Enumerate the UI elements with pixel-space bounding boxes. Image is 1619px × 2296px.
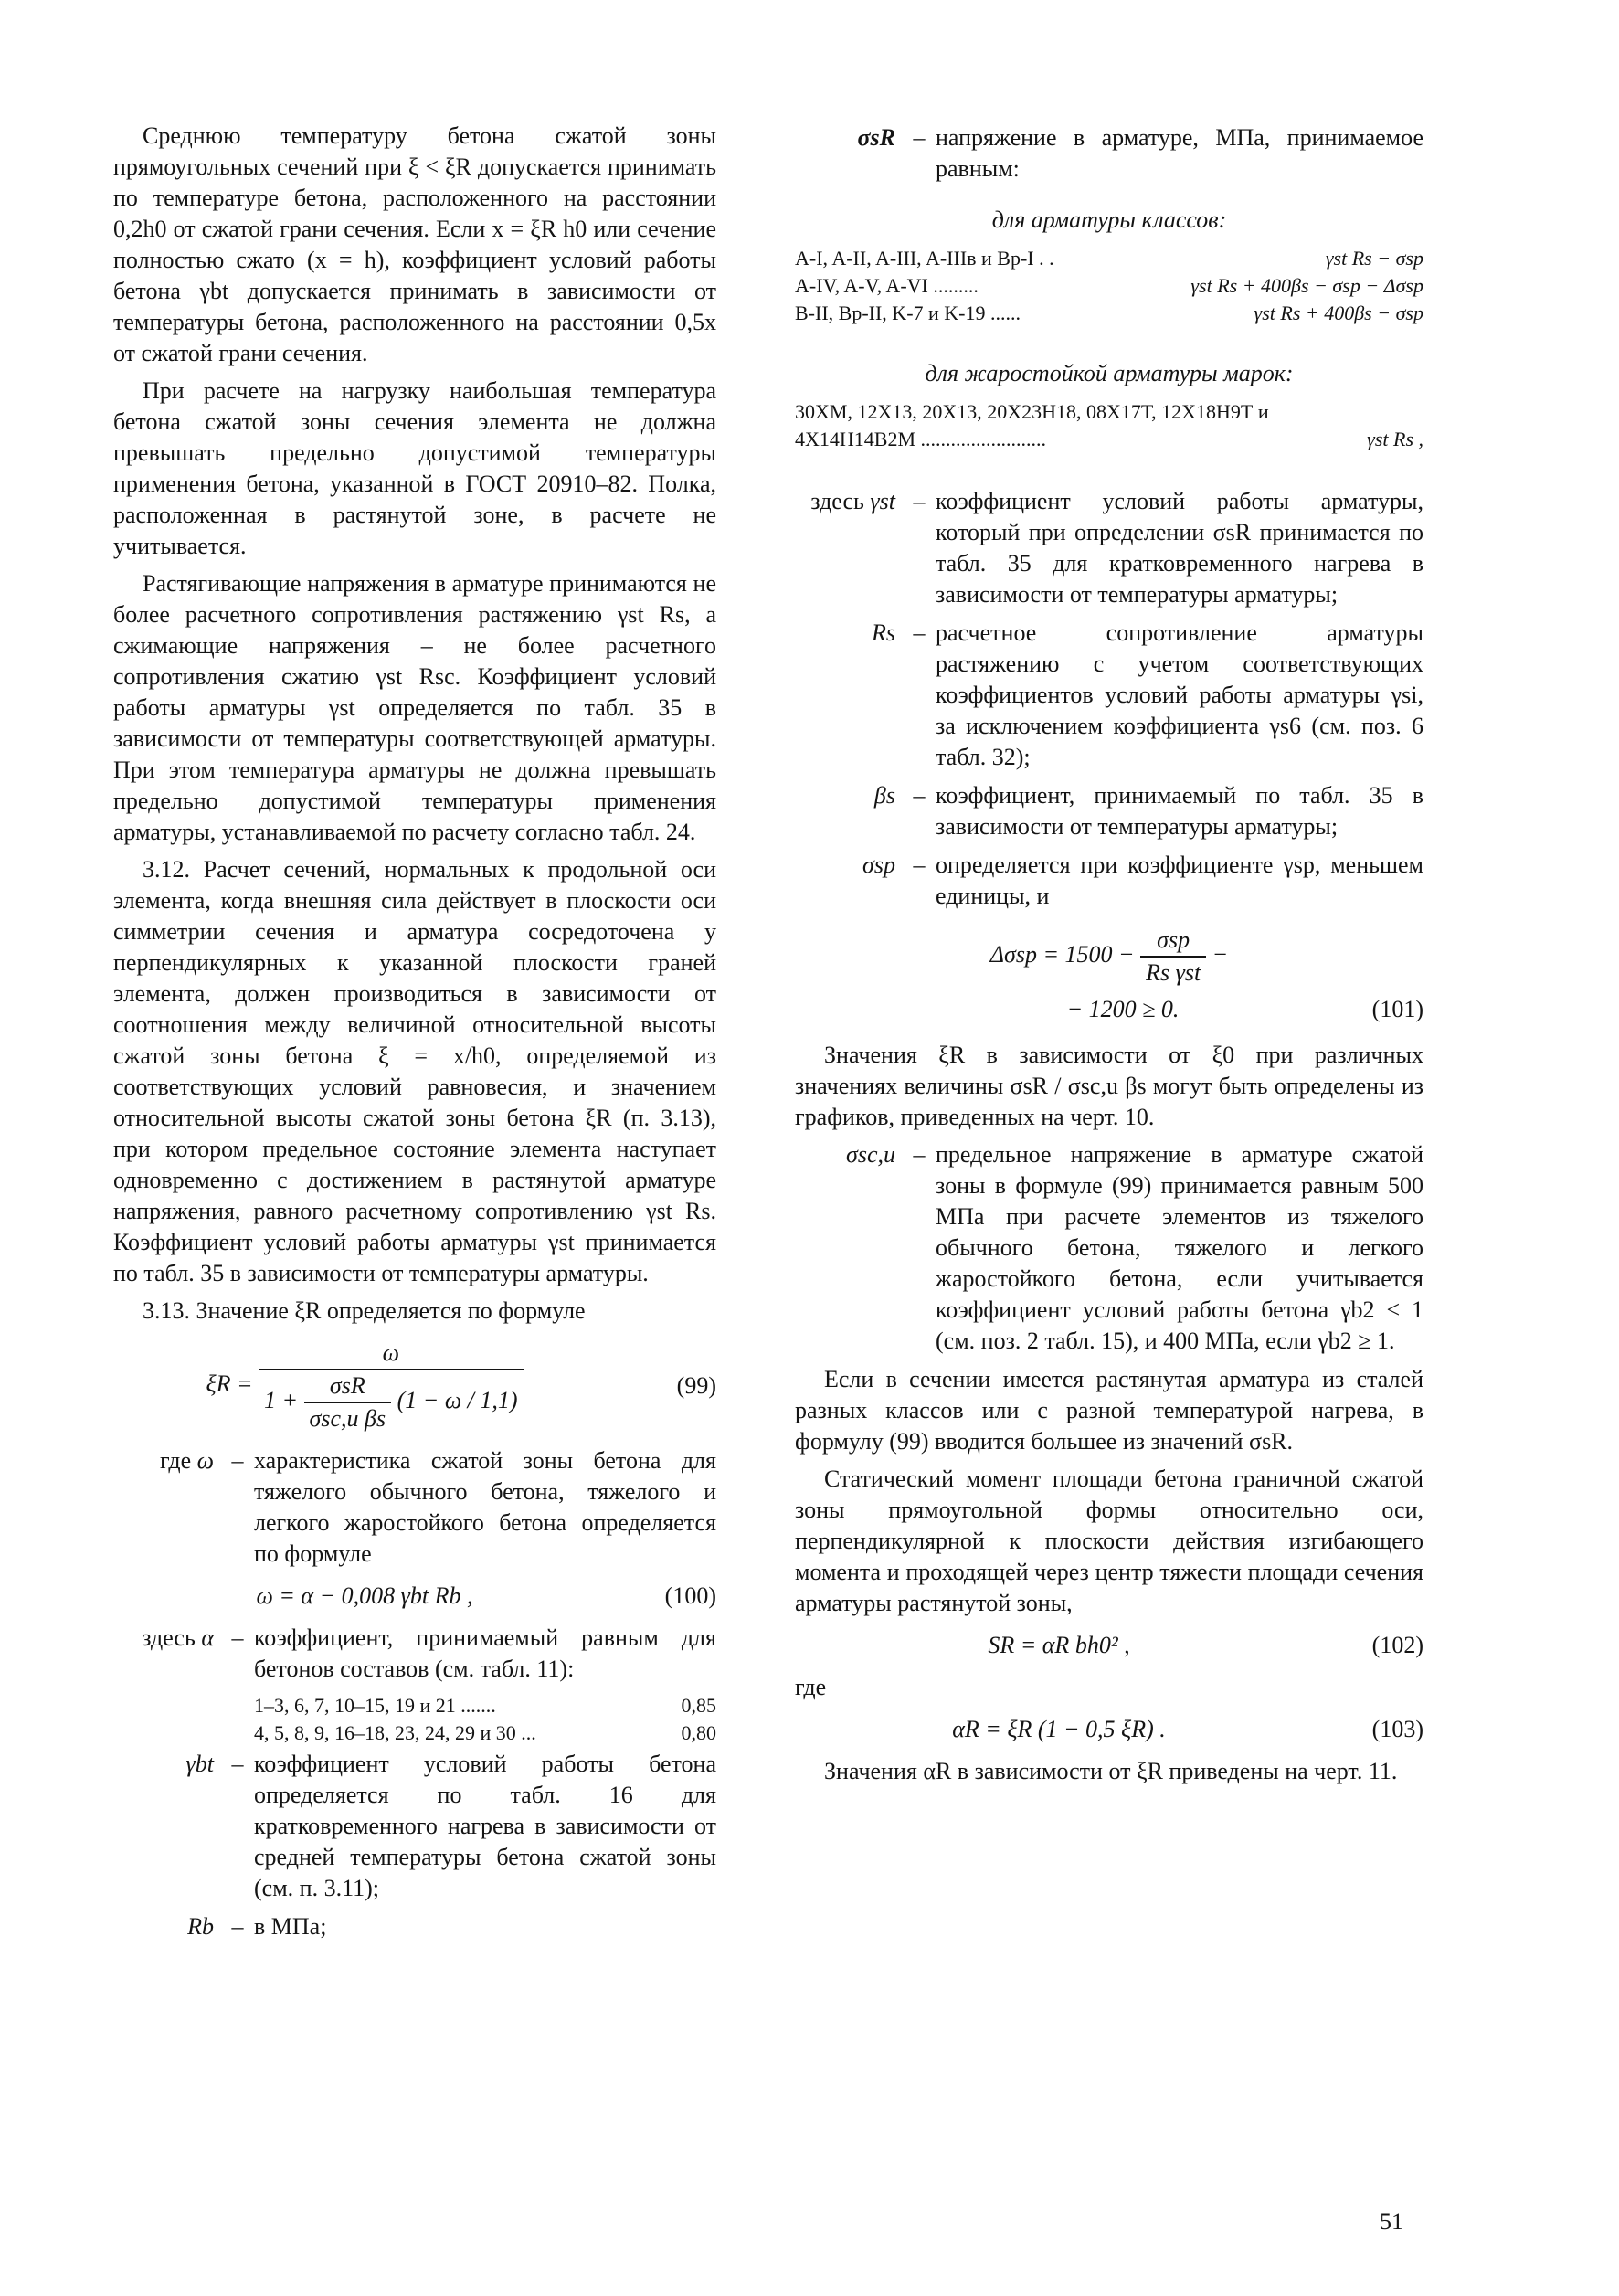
paragraph-mixed-steel: Если в сечении имеется растянутая арматура из сталей разных классов или с разной температурой нагрева, в формулу (99) вводится большее из значений σsR.: [795, 1366, 1423, 1455]
alpha-row-2: 4, 5, 8, 9, 16–18, 23, 24, 29 и 30 ... 0,80: [254, 1721, 716, 1744]
paragraph-static-moment: Статический момент площади бетона граничной сжатой зоны прямоугольной формы относительно оси, перпендикулярной к плоскости действия изгибающего момента и проходящей через центр тяжести площади сечения арматуры растянутой зоны,: [795, 1465, 1423, 1616]
equation-102: SR = αR bh0² , (102): [988, 1632, 1423, 1658]
paragraph-alpha-r-values: Значения αR в зависимости от ξR приведены на черт. 11.: [824, 1758, 1398, 1784]
heat-resistant-heading: для жаростойкой арматуры марок:: [925, 360, 1294, 386]
definition-gamma-st: здесь γst – коэффициент условий работы арматуры, который при определении σsR принимается по табл. 35 для кратковременного нагрева в зависимости от температуры арматуры;: [810, 488, 1423, 608]
left-column: [113, 121, 716, 1950]
alpha-values-list: [254, 1692, 716, 1747]
where-label: где: [795, 1674, 827, 1700]
equation-99: [113, 1338, 716, 1434]
equation-103: αR = ξR (1 − 0,5 ξR) . (103): [952, 1716, 1423, 1742]
classes-list: [795, 245, 1423, 327]
paragraph-section-3-12: 3.12. Расчет сечений, нормальных к продольной оси элемента, когда внешняя сила действует в плоскости оси симметрии сечения и арматура сосредоточена у перпендикулярных к указанной плоскости граней элемента, должен производиться в зависимости от соотношения между величиной относительной высоты сжатой зоны бетона ξ = x/h0, определяемой из соответствующих условий равновесия, и значением относительной высоты сжатой зоны бетона ξR (п. 3.13), при котором предельное состояние элемента наступает одновременно с достижением в растянутой арматуре напряжения, равного расчетному сопротивлению γst Rs. Коэффициент условий работы арматуры γst принимается по табл. 35 в зависимости от температуры арматуры.: [113, 856, 716, 1286]
eq99-numerator: ω: [259, 1338, 524, 1370]
eq99-tag: (99): [676, 1372, 716, 1399]
paragraph-tensile-stress: Растягивающие напряжения в арматуре принимаются не более расчетного сопротивления растяжению γst Rs, а сжимающие напряжения – не более расчетного сопротивления сжатию γst Rsc. Коэффициент условий работы арматуры γst определяется по табл. 35 в зависимости от температуры соответствующей арматуры. При этом температура арматуры не должна превышать предельно допустимой температуры применения арматуры, устанавливаемой по расчету согласно табл. 24.: [113, 570, 716, 845]
alpha-row-1: 1–3, 6, 7, 10–15, 19 и 21 ....... 0,85: [254, 1694, 716, 1717]
equation-101: Δσsp = 1500 − $\frac{\text{σsp}}{\text{Rs γst}}$ − − 1200 ≥ 0. (101): [989, 926, 1423, 1022]
right-column: [795, 121, 1423, 1793]
page-number: 51: [1380, 2208, 1403, 2235]
heat-resistant-list: 30ХМ, 12Х13, 20Х13, 20Х23Н18, 08Х17Т, 12Х18Н9Т и 4Х14Н14В2М ......................... γst Rs ,: [795, 400, 1423, 450]
class-row-3: B-II, Bp-II, K-7 и K-19 ...... γst Rs + 400βs − σsp: [795, 302, 1423, 324]
definition-gamma-bt: γbt – коэффициент условий работы бетона определяется по табл. 16 для кратковременного нагрева в зависимости от средней температуры бетона сжатой зоны (см. п. 3.11);: [185, 1751, 716, 1901]
paragraph-section-3-13: 3.13. Значение ξR определяется по формуле: [143, 1297, 586, 1324]
definition-rs: Rs – расчетное сопротивление арматуры растяжению с учетом соответствующих коэффициентов условий работы арматуры γsi, за исключением коэффициента γs6 (см. поз. 6 табл. 32);: [872, 619, 1423, 770]
classes-heading: для арматуры классов:: [991, 206, 1227, 233]
definition-sigma-sp: σsp – определяется при коэффициенте γsp, меньшем единицы, и: [862, 852, 1423, 909]
paragraph-max-temperature: При расчете на нагрузку наибольшая температура бетона сжатой зоны сечения элемента не должна превышать предельно допустимой температуры применения бетона, указанной в ГОСТ 20910–82. Полка, расположенная в растянутой зоне, в расчете не учитывается.: [113, 377, 716, 559]
eq99-denominator: 1 + $\frac{\text{σsR}}{\text{σsc,u βs}}$ (1 − ω / 1,1): [264, 1372, 518, 1432]
paragraph-concrete-temperature: Среднюю температуру бетона сжатой зоны прямоугольных сечений при ξ < ξR допускается принимать по температуре бетона, расположенного на расстоянии 0,2h0 от сжатой грани сечения. Если x = ξR h0 или сечение полностью сжато (x = h), коэффициент условий работы бетона γbt допускается принимать в зависимости от температуры бетона, расположенного на расстоянии 0,5x от сжатой грани сечения.: [113, 122, 716, 366]
definition-omega: где ω – характеристика сжатой зоны бетона для тяжелого обычного бетона, тяжелого и легкого жаростойкого бетона определяется по формуле: [160, 1447, 716, 1567]
definition-alpha: здесь α – коэффициент, принимаемый равным для бетонов составов (см. табл. 11):: [142, 1624, 716, 1682]
definition-rb: Rb – в МПа;: [187, 1913, 327, 1940]
definition-sigma-sr: σsR – напряжение в арматуре, МПа, принимаемое равным:: [857, 124, 1423, 182]
class-row-1: A-I, A-II, A-III, A-IIIв и Вр-I . . γst Rs − σsp: [795, 247, 1423, 270]
class-row-2: A-IV, A-V, A-VI ......... γst Rs + 400βs − σsp − Δσsp: [795, 274, 1423, 297]
eq99-lhs: ξR =: [206, 1370, 253, 1397]
definition-sigma-scu: σsc,u – предельное напряжение в арматуре сжатой зоны в формуле (99) принимается равным 500 МПа при расчете элементов из тяжелого обычного бетона, тяжелого и легкого жаростойкого бетона, если учитывается коэффициент условий работы бетона γb2 < 1 (см. поз. 2 табл. 15), и 400 МПа, если γb2 ≥ 1.: [846, 1141, 1423, 1354]
definition-beta-s: βs – коэффициент, принимаемый по табл. 35 в зависимости от температуры арматуры;: [873, 782, 1423, 840]
eq99-fraction: [259, 1338, 524, 1434]
paragraph-xi-values: Значения ξR в зависимости от ξ0 при различных значениях величины σsR / σsc,u βs могут быть определены из графиков, приведенных на черт. 10.: [795, 1042, 1423, 1130]
equation-100: ω = α − 0,008 γbt Rb , (100): [256, 1582, 716, 1609]
